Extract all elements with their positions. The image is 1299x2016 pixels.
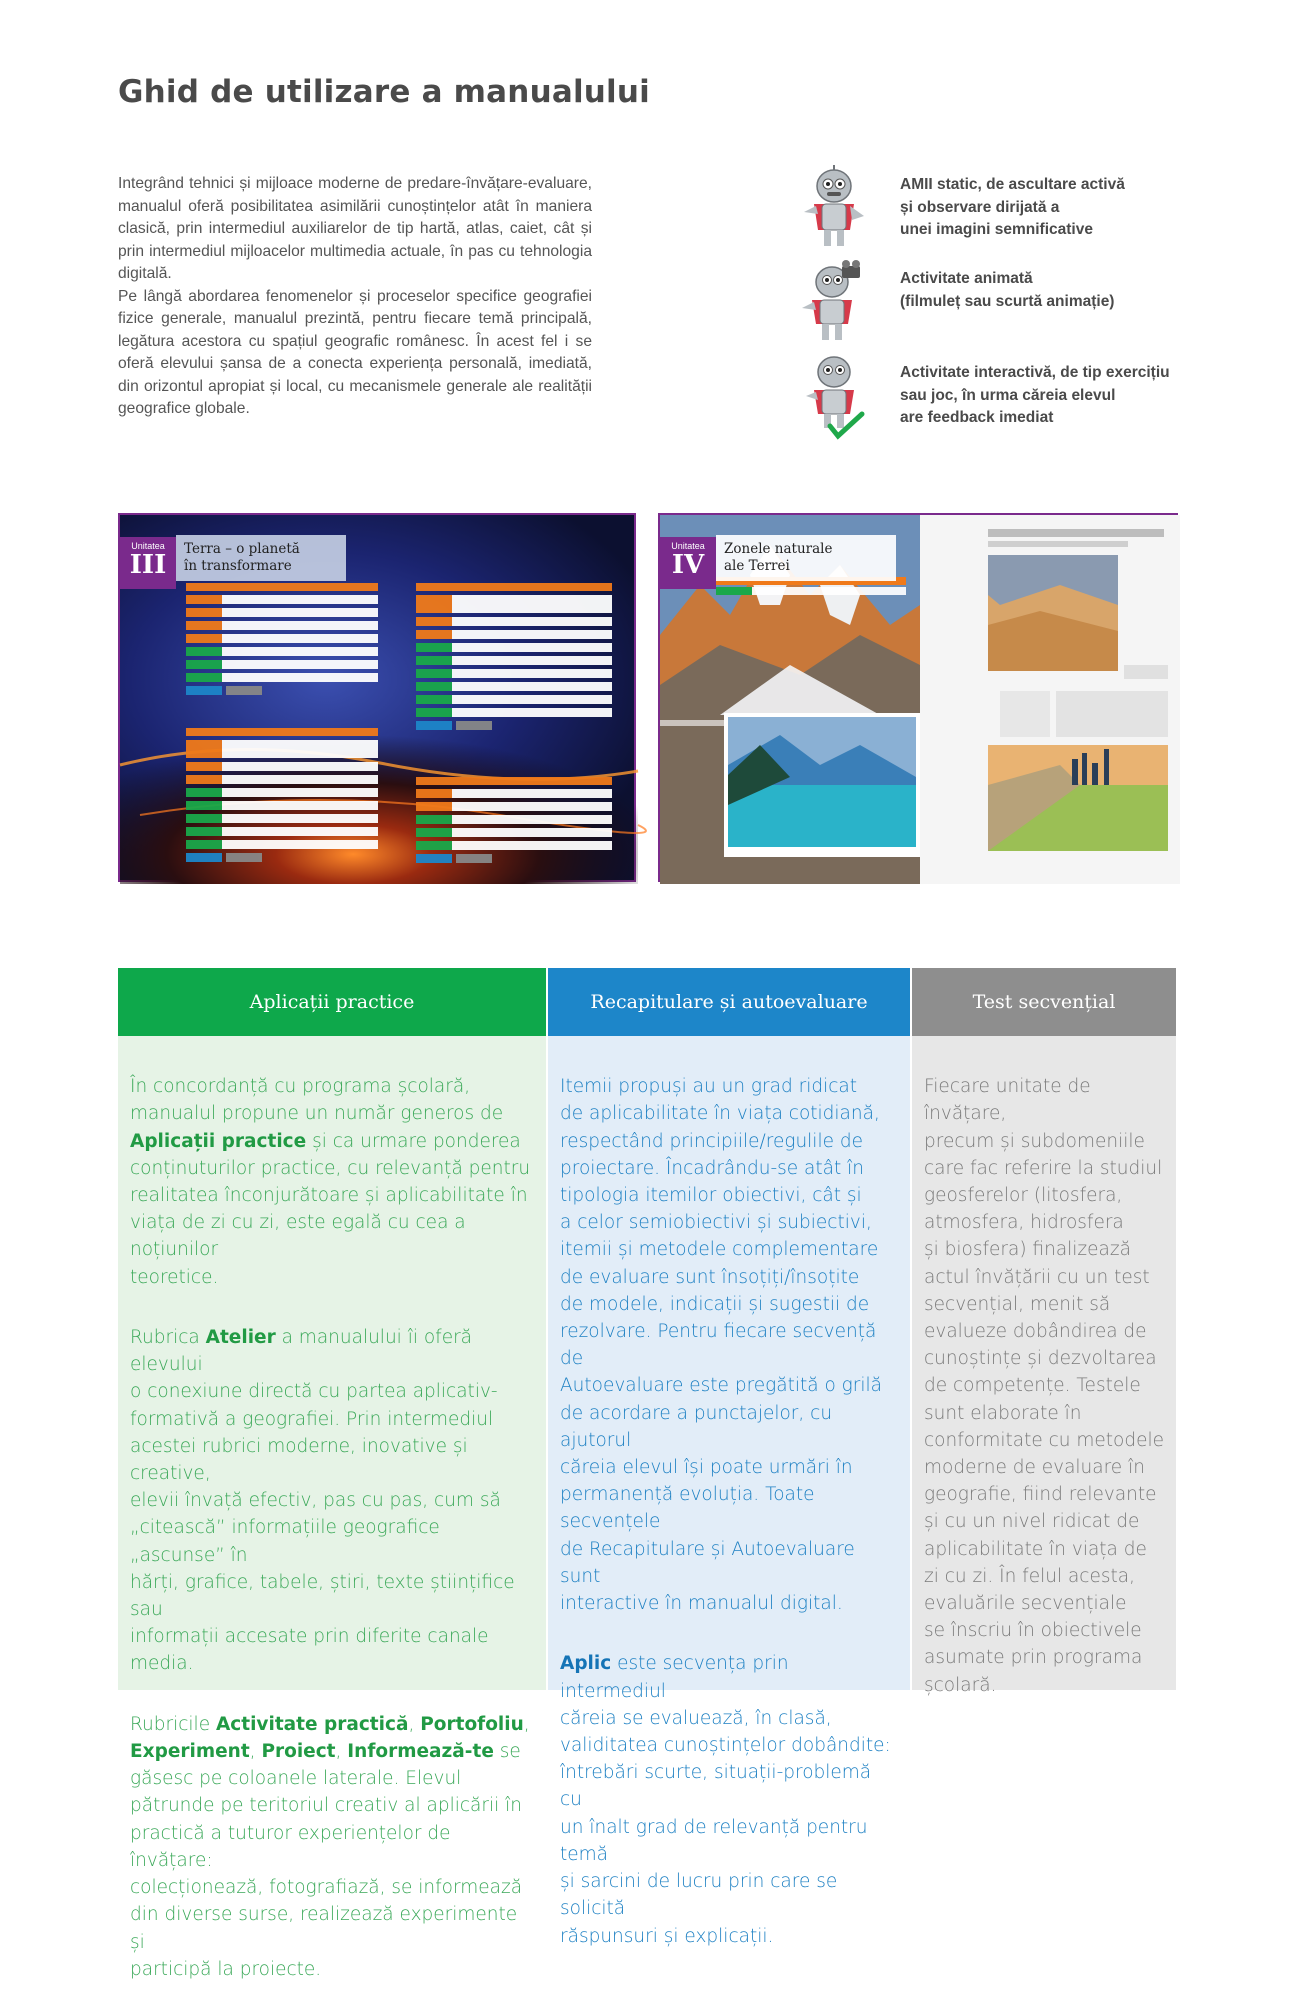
green-paragraph-2	[130, 1324, 534, 1678]
text-run: În concordanță cu programa școlară, manualul propune un număr generos de	[130, 1076, 504, 1125]
unit-badge	[120, 537, 176, 589]
legend-text-static: AMII static, de ascultare activă și observare dirijată a unei imagini semnificative	[900, 176, 1125, 238]
robot-camera-icon	[800, 258, 868, 344]
text-run: ,	[249, 1741, 262, 1763]
keyword: Activitate practică	[215, 1713, 409, 1735]
text-run: ,	[523, 1713, 530, 1735]
icon-legend	[800, 164, 1200, 446]
intro-paragraph-1: Integrând tehnici și mijloace moderne de predare-învățare-evaluare, manualul oferă posibilitatea asimilării cunoștințelor atât în maniera clasică, prin intermediul auxiliarelor de tip hartă, atlas, caiet, cât și prin intermediul mijloacelor multimedia actuale, în pas cu tehnologia digitală.	[118, 175, 592, 282]
keyword: Portofoliu	[420, 1713, 524, 1735]
keyword: Aplic	[560, 1653, 612, 1675]
text-run: Rubrica	[130, 1327, 206, 1349]
thumbnail-unit-iii	[118, 513, 636, 882]
panel-header: Aplicații practice	[118, 968, 546, 1036]
panel-body	[912, 1036, 1176, 1732]
keyword: Atelier	[205, 1327, 276, 1349]
legend-text-interactive: Activitate interactivă, de tip exercițiu sau joc, în urma căreia elevul are feedback imediat	[900, 364, 1170, 426]
thumbnail-unit-iv	[658, 513, 1178, 882]
panel-practical-applications	[118, 968, 546, 1980]
keyword: Experiment	[130, 1741, 250, 1763]
text-run: ,	[408, 1713, 421, 1735]
keyword: Informează-te	[347, 1741, 494, 1763]
green-paragraph-3	[130, 1711, 534, 1983]
unit-number: IV	[671, 550, 705, 580]
text-run: Rubricile	[130, 1713, 216, 1735]
text-run: se găsesc pe coloanele laterale. Elevul pătrunde pe teritoriul creativ al aplicării în practică a tuturor experiențelor de învățare: colecționează, fotografiază, se informează din diverse surse, realizează experimente și participă la proiecte.	[130, 1741, 523, 1980]
legend-item-interactive	[800, 352, 1200, 446]
text-run: este secvența prin intermediul căreia se evaluează, în clasă, validitatea cunoștințelor dobândite: întrebări scurte, situații-problemă cu un înalt grad de relevanță pentru temă și sarcini de lucru prin care se solicită răspunsuri și explicații.	[560, 1653, 891, 1947]
gray-paragraph: Fiecare unitate de învățare, precum și subdomeniile care fac referire la studiul geosferelor (litosfera, atmosfera, hidrosfera și biosfera) finalizează actul învățării cu un test secvențial, menit să evalueze dobândirea de cunoștințe și dezvoltarea de competențe. Testele sunt elaborate în conformitate cu metodele moderne de evaluare în geografie, fiind relevante și cu un nivel ridicat de aplicabilitate în viața de zi cu zi. În felul acesta, evaluările secvențiale se înscriu în obiectivele asumate prin programa școlară.	[924, 1076, 1164, 1696]
text-run: ,	[335, 1741, 348, 1763]
green-paragraph-1	[130, 1073, 534, 1291]
blue-paragraph-2	[560, 1650, 898, 1949]
panel-body	[548, 1036, 910, 1983]
panel-recap-self-evaluation	[548, 968, 910, 1947]
page-title: Ghid de utilizare a manualului	[118, 74, 650, 110]
panel-body	[118, 1036, 546, 2016]
unit-label: Unitatea	[671, 541, 705, 551]
unit-title: Zonele naturale ale Terrei	[716, 535, 896, 581]
text-run: a manualului îi oferă elevului o conexiune directă cu partea aplicativ- formativă a geografiei. Prin intermediul acestei rubrici moderne, inovative și creative, elevii învață efectiv, pas cu pas, cum să „citească” informațiile geografice „ascunse” în hărți, grafice, tabele, știri, texte științifice sau informații accesate prin diferite canale media.	[130, 1327, 515, 1675]
unit-label: Unitatea	[131, 541, 165, 551]
panel-header: Test secvențial	[912, 968, 1176, 1036]
unit-badge	[660, 537, 716, 589]
panel-header: Recapitulare și autoevaluare	[548, 968, 910, 1036]
unit-title: Terra – o planetă în transformare	[176, 535, 346, 581]
unit-number: III	[129, 550, 167, 580]
legend-item-static	[800, 164, 1200, 258]
keyword: Aplicații practice	[130, 1130, 307, 1152]
keyword: Proiect	[261, 1741, 336, 1763]
intro-paragraph-2: Pe lângă abordarea fenomenelor și proceselor specifice geografiei fizice generale, manualul prezintă, pentru fiecare temă principală, legătura acestora cu spațiul geografic românesc. În acest fel i se oferă elevului șansa de a conecta experiența personală, imediată, din orizontul apropiat și local, cu mecanismele generale ale realității geografice globale.	[118, 287, 592, 417]
legend-text-animated: Activitate animată (filmuleț sau scurtă animație)	[900, 270, 1115, 310]
panel-sequential-test	[912, 968, 1176, 1696]
intro-text	[118, 173, 592, 421]
robot-static-icon	[800, 164, 868, 250]
blue-paragraph-1: Itemii propuși au un grad ridicat de aplicabilitate în viața cotidiană, respectând principiile/regulile de proiectare. Încadrându-se atât în tipologia itemilor obiectivi, cât și a celor semiobiectivi și subiectivi, itemii și metodele complementare de evaluare sunt însoțiți/însoțite de modele, indicații și sugestii de rezolvare. Pentru fiecare secvență de Autoevaluare este pregătită o grilă de acordare a punctajelor, cu ajutorul căreia elevul își poate urmări în permanență evoluția. Toate secvențele de Recapitulare și Autoevaluare sunt interactive în manualul digital.	[560, 1076, 882, 1615]
text-run: și ca urmare ponderea conținuturilor practice, cu relevanță pentru realitatea înconjurătoare și aplicabilitate în viața de zi cu zi, este egală cu cea a noțiunilor teoretice.	[130, 1130, 531, 1288]
robot-check-icon	[800, 352, 868, 438]
legend-item-animated	[800, 258, 1200, 352]
